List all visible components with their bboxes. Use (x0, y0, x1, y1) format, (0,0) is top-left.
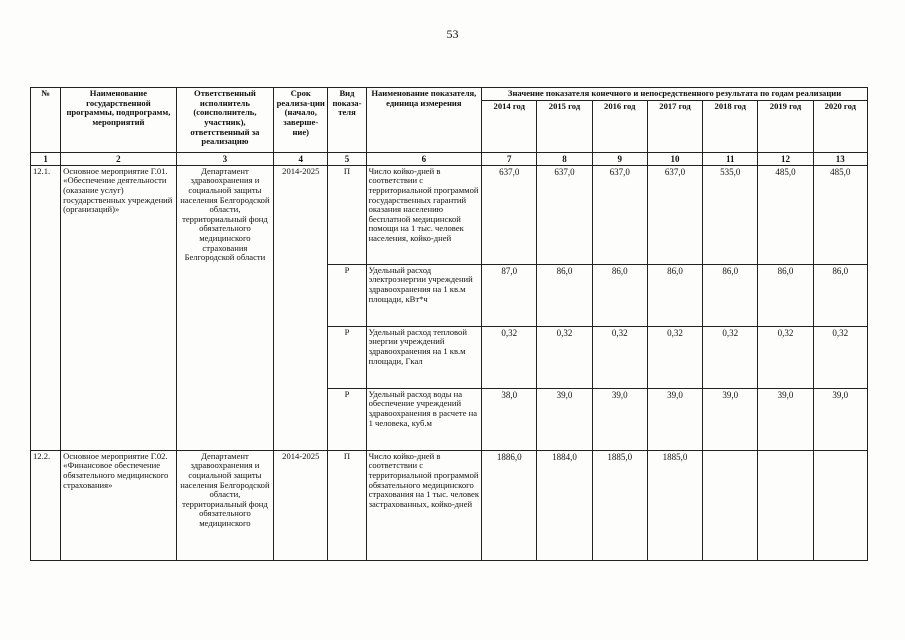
column-number: 1 (31, 152, 61, 165)
executor: Департамент здравоохранения и социальной защиты населения Белгородской области, территориальный фонд обязательного медицинского (176, 450, 273, 560)
value-cell: 1886,0 (482, 450, 537, 560)
value-cell: 1885,0 (592, 450, 647, 560)
header-year: 2019 год (758, 100, 813, 152)
indicator-name: Удельный расход тепловой энергии учреждений здравоохранения на 1 кв.м площади, Гкал (366, 326, 482, 388)
value-cell: 1884,0 (537, 450, 592, 560)
indicator-type: П (328, 450, 366, 560)
indicator-name: Число койко-дней в соответствии с территориальной программой обязательного медицинского страхования на 1 тыс. человек застрахованных, койко-дней (366, 450, 482, 560)
indicator-type: П (328, 165, 366, 264)
header-year: 2014 год (482, 100, 537, 152)
value-cell: 87,0 (482, 264, 537, 326)
value-cell (703, 450, 758, 560)
indicator-type: Р (328, 326, 366, 388)
column-number: 2 (61, 152, 177, 165)
value-cell: 0,32 (813, 326, 867, 388)
column-number: 13 (813, 152, 867, 165)
header-no: № (31, 88, 61, 153)
term: 2014-2025 (274, 450, 328, 560)
value-cell: 0,32 (647, 326, 702, 388)
value-cell: 535,0 (703, 165, 758, 264)
header-year: 2017 год (647, 100, 702, 152)
header-program-name: Наименование государственной программы, подпрограмм, мероприятий (61, 88, 177, 153)
program-name: Основное мероприятие Г.01. «Обеспечение деятельности (оказание услуг) государственных учреждений (организаций)» (61, 165, 177, 450)
value-cell: 86,0 (592, 264, 647, 326)
column-number: 6 (366, 152, 482, 165)
value-cell (758, 450, 813, 560)
row-number: 12.1. (31, 165, 61, 450)
value-cell: 637,0 (537, 165, 592, 264)
value-cell: 86,0 (647, 264, 702, 326)
value-cell: 39,0 (813, 388, 867, 450)
column-numbers-row (31, 152, 868, 165)
value-cell: 0,32 (758, 326, 813, 388)
column-number: 11 (703, 152, 758, 165)
value-cell (813, 450, 867, 560)
column-number: 8 (537, 152, 592, 165)
program-name: Основное мероприятие Г.02. «Финансовое обеспечение обязательного медицинского страхования» (61, 450, 177, 560)
header-year: 2015 год (537, 100, 592, 152)
column-number: 5 (328, 152, 366, 165)
indicator-type: Р (328, 264, 366, 326)
value-cell: 0,32 (537, 326, 592, 388)
value-cell: 637,0 (482, 165, 537, 264)
value-cell: 86,0 (537, 264, 592, 326)
header-year: 2016 год (592, 100, 647, 152)
value-cell: 0,32 (592, 326, 647, 388)
header-indicator-type: Вид показа-теля (328, 88, 366, 153)
header-indicator-name: Наименование показателя, единица измерения (366, 88, 482, 153)
column-number: 3 (176, 152, 273, 165)
indicator-name: Число койко-дней в соответствии с территориальной программой государственных гарантий оказания населению бесплатной медицинской помощи на 1 тыс. человек населения, койко-дней (366, 165, 482, 264)
column-number: 4 (274, 152, 328, 165)
header-row (31, 88, 868, 101)
executor: Департамент здравоохранения и социальной защиты населения Белгородской области, территориальный фонд обязательного медицинского страхования Белгородской области (176, 165, 273, 450)
value-cell: 39,0 (592, 388, 647, 450)
value-cell: 86,0 (813, 264, 867, 326)
indicator-type: Р (328, 388, 366, 450)
value-cell: 38,0 (482, 388, 537, 450)
table-row (31, 450, 868, 560)
value-cell: 1885,0 (647, 450, 702, 560)
column-number: 9 (592, 152, 647, 165)
row-number: 12.2. (31, 450, 61, 560)
program-table (30, 87, 868, 561)
column-number: 10 (647, 152, 702, 165)
value-cell: 637,0 (592, 165, 647, 264)
value-cell: 485,0 (813, 165, 867, 264)
value-cell: 86,0 (703, 264, 758, 326)
value-cell: 39,0 (647, 388, 702, 450)
value-cell: 0,32 (703, 326, 758, 388)
header-values-group: Значение показателя конечного и непосредственного результата по годам реализации (482, 88, 868, 101)
header-year: 2020 год (813, 100, 867, 152)
value-cell: 39,0 (703, 388, 758, 450)
header-term: Срок реализа-ции (начало, заверше-ние) (274, 88, 328, 153)
value-cell: 86,0 (758, 264, 813, 326)
indicator-name: Удельный расход воды на обеспечение учреждений здравоохранения в расчете на 1 человека, куб.м (366, 388, 482, 450)
page-number: 53 (446, 27, 459, 41)
header-year: 2018 год (703, 100, 758, 152)
column-number: 7 (482, 152, 537, 165)
value-cell: 485,0 (758, 165, 813, 264)
indicator-name: Удельный расход электроэнергии учреждений здравоохранения на 1 кв.м площади, кВт*ч (366, 264, 482, 326)
header-executor: Ответственный исполнитель (соисполнитель, участник), ответственный за реализацию (176, 88, 273, 153)
table-row (31, 165, 868, 264)
column-number: 12 (758, 152, 813, 165)
term: 2014-2025 (274, 165, 328, 450)
value-cell: 0,32 (482, 326, 537, 388)
value-cell: 39,0 (537, 388, 592, 450)
value-cell: 637,0 (647, 165, 702, 264)
value-cell: 39,0 (758, 388, 813, 450)
